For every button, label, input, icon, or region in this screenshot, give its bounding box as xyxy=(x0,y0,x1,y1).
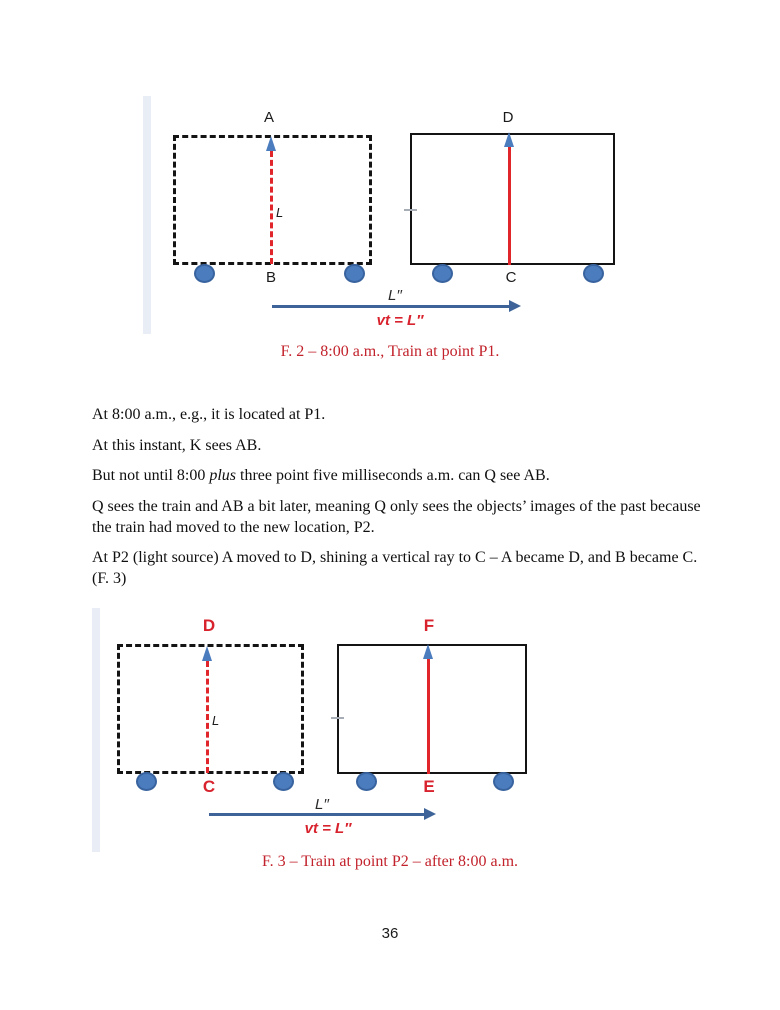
figure3-point-e-label: E xyxy=(423,777,435,796)
figure2-distance-label: L′′ xyxy=(388,287,402,304)
figure2-wheel-icon xyxy=(432,264,453,283)
figure3-wheel-icon xyxy=(136,772,157,791)
paragraph-4-line-1: Q sees the train and AB a bit later, meaning Q only sees the objects’ images of the past because xyxy=(92,497,701,515)
figure2-equation-label: vt = L′′ xyxy=(376,312,424,329)
figure3-caption: F. 3 – Train at point P2 – after 8:00 a.m. xyxy=(261,853,519,870)
figure3-point-c-label: C xyxy=(202,777,216,796)
figure3-right-light-ray xyxy=(427,659,430,774)
paragraph-3-text: three point five milliseconds a.m. can Q see AB. xyxy=(236,467,550,484)
figure2-point-b-label: B xyxy=(265,269,277,286)
page-number: 36 xyxy=(381,925,399,942)
paragraph-5 xyxy=(92,547,732,589)
figure2-image-edge-bar xyxy=(143,96,151,334)
figure3-left-light-ray-dashed xyxy=(206,661,209,773)
figure3-distance-arrowhead-icon xyxy=(424,808,436,820)
figure2-point-a-label: A xyxy=(263,109,275,126)
figure2-right-ray-arrowhead-icon xyxy=(504,132,514,147)
figure3-image-edge-bar xyxy=(92,608,100,852)
figure3-solid-train-box xyxy=(337,644,527,774)
figure3-equation-label: vt = L′′ xyxy=(304,820,352,837)
figure3-dashed-train-box xyxy=(117,644,304,774)
paragraph-1: At 8:00 a.m., e.g., it is located at P1. xyxy=(92,406,326,423)
figure2-wheel-icon xyxy=(344,264,365,283)
figure3-distance-arrow xyxy=(209,813,425,816)
paragraph-2: At this instant, K sees AB. xyxy=(92,436,262,454)
figure3-left-ray-arrowhead-icon xyxy=(202,646,212,661)
figure2-caption: F. 2 – 8:00 a.m., Train at point P1. xyxy=(280,343,500,360)
paragraph-3-text: But not until 8:00 xyxy=(92,467,210,484)
figure3-wheel-icon xyxy=(493,772,514,791)
figure3-point-d-label: D xyxy=(202,616,216,635)
paragraph-3 xyxy=(92,465,732,486)
figure3-length-label: L xyxy=(212,713,220,728)
paragraph-5-line-2: (F. 3) xyxy=(92,570,127,587)
figure3-wheel-icon xyxy=(273,772,294,791)
figure2-wheel-icon xyxy=(194,264,215,283)
figure2-length-label: L xyxy=(276,205,284,220)
figure2-wheel-icon xyxy=(583,264,604,283)
figure3-wheel-icon xyxy=(356,772,377,791)
figure3-point-f-label: F xyxy=(423,616,435,635)
figure3-distance-label: L′′ xyxy=(315,796,329,813)
figure2-point-c-label: C xyxy=(505,269,517,286)
paragraph-3-italic: plus xyxy=(209,467,237,484)
figure3-tick-mark xyxy=(331,717,344,719)
body-text xyxy=(92,404,732,599)
paragraph-4-line-2: the train had moved to the new location, P2. xyxy=(92,518,375,536)
figure2-solid-train-box xyxy=(410,133,615,265)
figure2-distance-arrow xyxy=(272,305,510,308)
figure3-right-ray-arrowhead-icon xyxy=(423,644,433,659)
figure2-right-light-ray xyxy=(508,147,511,265)
figure2-tick-mark xyxy=(404,209,417,211)
figure2-left-light-ray-dashed xyxy=(270,151,273,264)
paragraph-4 xyxy=(92,496,732,538)
figure2-point-d-label: D xyxy=(502,109,514,126)
figure2-left-ray-arrowhead-icon xyxy=(266,136,276,151)
figure2-distance-arrowhead-icon xyxy=(509,300,521,312)
paragraph-5-line-1: At P2 (light source) A moved to D, shining a vertical ray to C – A became D, and B became C. xyxy=(92,549,698,566)
